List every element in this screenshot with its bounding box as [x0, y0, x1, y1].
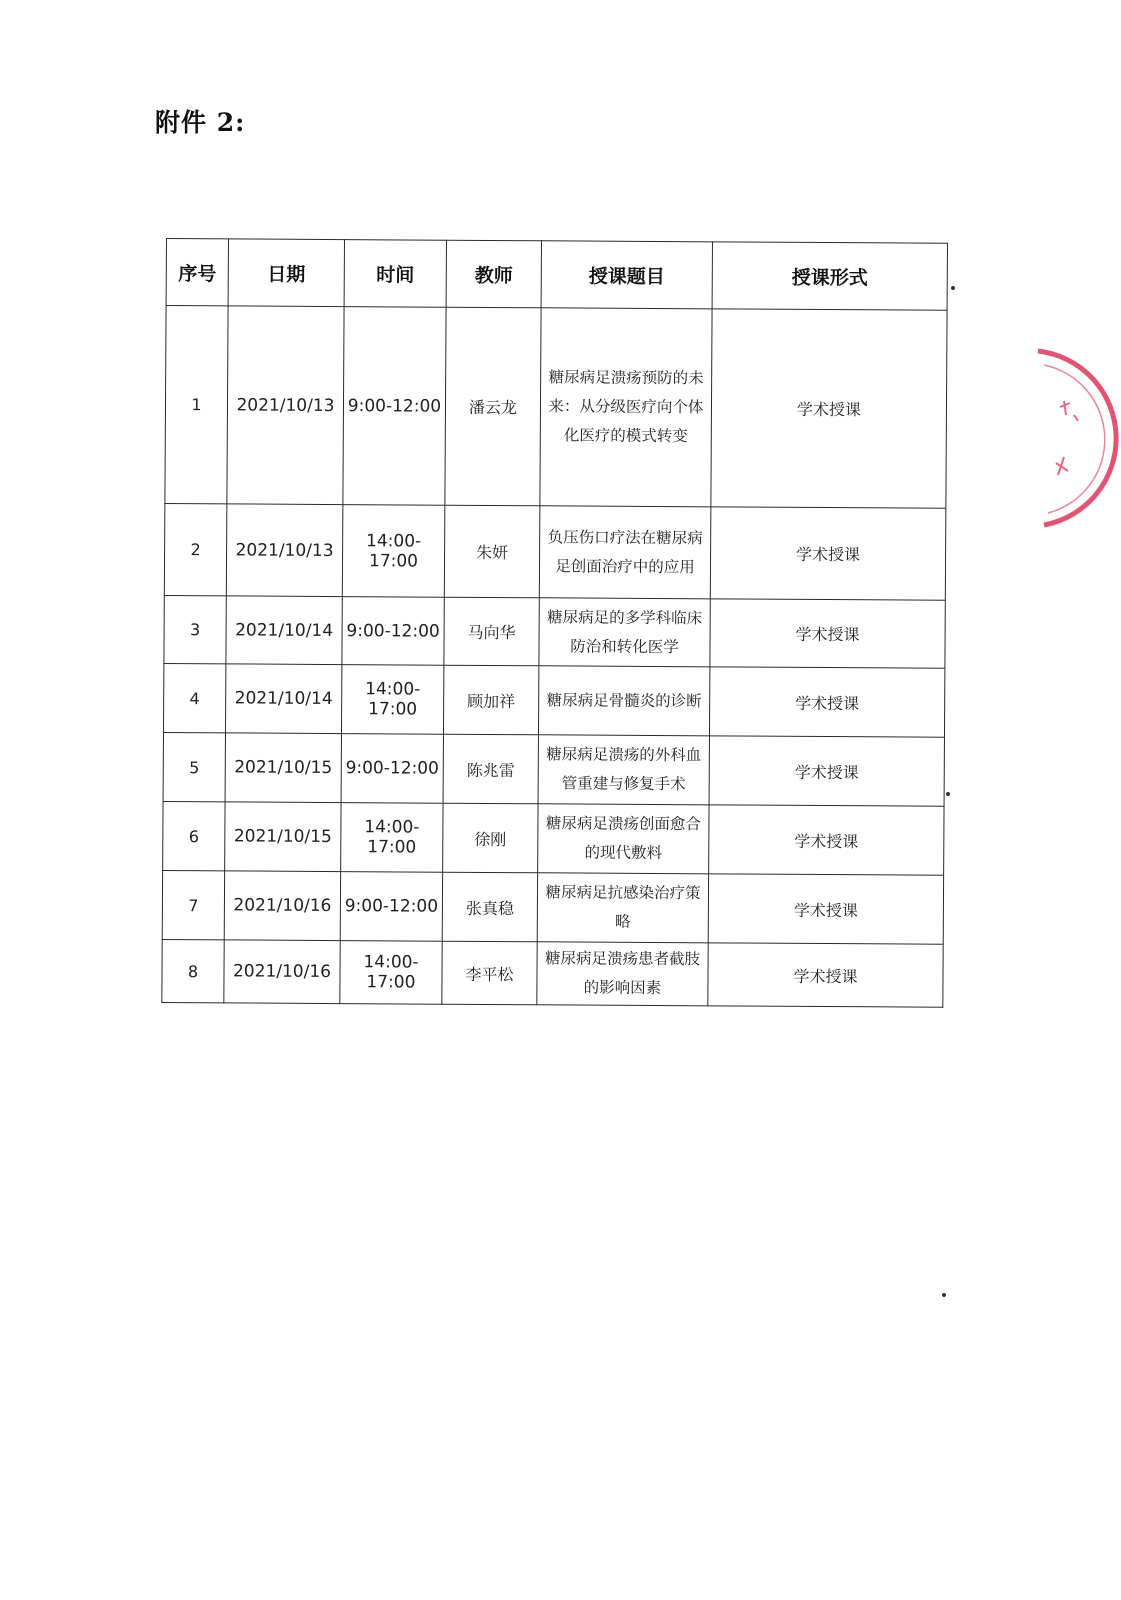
cell-format: 学术授课: [708, 874, 943, 944]
cell-time: 14:00-17:00: [342, 505, 445, 598]
header-no: 序号: [166, 239, 228, 306]
table-header-row: [166, 239, 947, 311]
cell-time: 9:00-12:00: [342, 597, 444, 666]
table-row: [162, 870, 943, 944]
cell-time: 9:00-12:00: [341, 734, 443, 804]
cell-format: 学术授课: [709, 736, 944, 806]
cell-time: 14:00-17:00: [340, 941, 442, 1005]
cell-date: 2021/10/15: [225, 733, 341, 803]
scan-speck: [942, 1293, 946, 1297]
header-format: 授课形式: [712, 242, 947, 310]
cell-date: 2021/10/15: [225, 802, 341, 872]
cell-topic: 糖尿病足溃疡预防的未来：从分级医疗向个体化医疗的模式转变: [540, 308, 712, 507]
header-topic: 授课题目: [541, 241, 712, 309]
cell-topic: 负压伤口疗法在糖尿病足创面治疗中的应用: [539, 506, 711, 599]
seal-ring-inner: [1044, 365, 1105, 513]
cell-no: 6: [163, 801, 225, 870]
cell-format: 学术授课: [709, 667, 944, 737]
cell-teacher: 张真稳: [442, 872, 537, 942]
table-row: [162, 939, 943, 1007]
cell-date: 2021/10/13: [226, 504, 343, 597]
schedule-table: [161, 238, 948, 1008]
cell-date: 2021/10/14: [226, 596, 342, 665]
cell-teacher: 顾加祥: [443, 665, 538, 735]
cell-teacher: 朱妍: [444, 505, 540, 598]
cell-no: 4: [163, 663, 225, 732]
scan-speck: [946, 792, 950, 796]
table-row: [163, 732, 944, 806]
cell-topic: 糖尿病足骨髓炎的诊断: [538, 666, 709, 736]
attachment-heading: 附件 2:: [155, 108, 246, 137]
table-row: [165, 306, 947, 509]
header-teacher: 教师: [446, 240, 541, 308]
cell-topic: 糖尿病足的多学科临床防治和转化医学: [539, 598, 710, 667]
cell-teacher: 马向华: [444, 597, 539, 666]
table-row: [163, 663, 944, 737]
cell-date: 2021/10/16: [224, 871, 340, 941]
cell-topic: 糖尿病足溃疡创面愈合的现代敷料: [538, 804, 709, 874]
cell-no: 1: [165, 306, 228, 504]
cell-teacher: 李平松: [442, 941, 537, 1005]
cell-time: 9:00-12:00: [343, 307, 446, 506]
cell-format: 学术授课: [710, 507, 946, 600]
table-row: [163, 801, 944, 875]
scan-speck: [951, 286, 955, 290]
cell-date: 2021/10/13: [227, 306, 344, 505]
cell-format: 学术授课: [711, 309, 947, 508]
cell-format: 学术授课: [708, 943, 943, 1007]
cell-time: 9:00-12:00: [340, 872, 442, 942]
cell-teacher: 潘云龙: [445, 307, 541, 506]
cell-topic: 糖尿病足抗感染治疗策略: [537, 873, 708, 943]
cell-format: 学术授课: [710, 599, 945, 668]
cell-teacher: 陈兆雷: [443, 734, 538, 804]
header-date: 日期: [228, 239, 344, 307]
cell-no: 5: [163, 732, 225, 801]
cell-date: 2021/10/16: [224, 940, 340, 1004]
table-row: [164, 595, 945, 668]
header-time: 时间: [344, 240, 446, 308]
seal-mark-strokes: [1056, 401, 1078, 475]
cell-time: 14:00-17:00: [341, 665, 443, 735]
cell-no: 8: [162, 939, 224, 1002]
cell-format: 学术授课: [709, 805, 944, 875]
cell-topic: 糖尿病足溃疡患者截肢的影响因素: [537, 942, 708, 1006]
cell-no: 3: [164, 595, 226, 663]
cell-time: 14:00-17:00: [341, 803, 443, 873]
cell-date: 2021/10/14: [225, 664, 341, 734]
cell-topic: 糖尿病足溃疡的外科血管重建与修复手术: [538, 735, 709, 805]
cell-teacher: 徐刚: [443, 803, 538, 873]
cell-no: 2: [164, 503, 227, 595]
table-row: [164, 503, 946, 600]
seal-stamp-fragment: [1030, 345, 1121, 530]
cell-no: 7: [162, 870, 224, 939]
